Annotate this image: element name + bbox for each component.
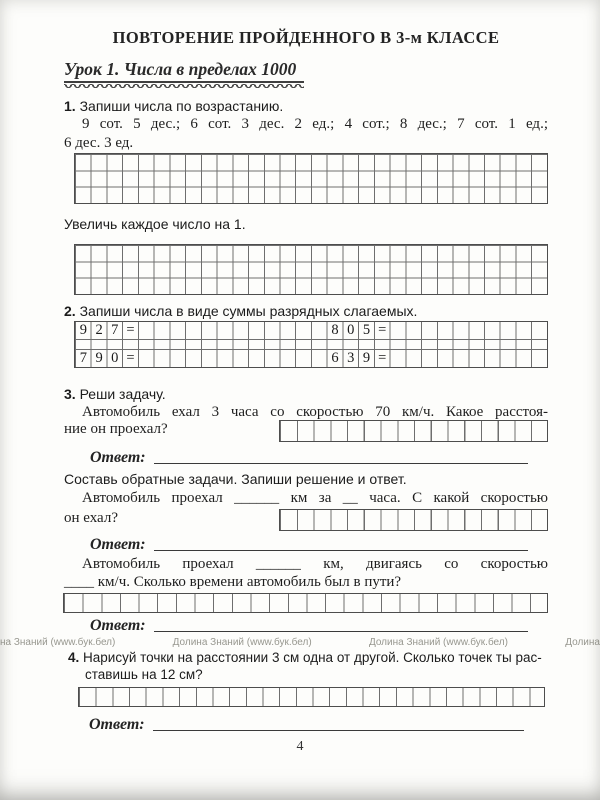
task-3-problem-line2: ние он проехал? [64, 421, 168, 437]
inverse-1-answer-row [64, 533, 548, 555]
writing-grid-followup [74, 244, 548, 295]
inverse-1-row2 [64, 509, 548, 531]
inverse-2-line2: ____ км/ч. Сколько времени автомобиль был в пути? [64, 574, 402, 590]
lesson-heading-wrap [64, 48, 548, 89]
task-2-header [64, 303, 548, 320]
inverse-instruction: Составь обратные задачи. Запиши решение и ответ. [64, 471, 407, 487]
task-1-followup: Увеличь каждое число на 1. [64, 216, 246, 232]
task-3-problem-row2 [64, 420, 548, 442]
task-3-answer-blank [154, 449, 528, 464]
inverse-2-answer-label: Ответ: [90, 617, 146, 634]
task-1-number: 1. [64, 98, 76, 114]
inverse-1-line2: он ехал? [64, 510, 118, 526]
task-2-value-805: 8 0 5 = [331, 322, 387, 338]
task-4-line2: ставишь на 12 см? [85, 667, 203, 682]
watermark-text: Долина Знаний (www.бук.бел) [172, 637, 312, 648]
task-2-number: 2. [64, 303, 76, 319]
task-4-number: 4. [68, 650, 80, 665]
writing-grid-task1 [74, 153, 548, 204]
watermark-text: на Знаний (www.бук.бел) [0, 637, 116, 648]
task-4-block [68, 649, 548, 735]
solution-grid-task4 [78, 687, 545, 707]
inverse-1-line1: Автомобиль проехал ______ км за __ часа. С какой скоростью [82, 490, 548, 506]
task-3-number: 3. [64, 386, 76, 402]
solution-grid-inverse2 [63, 593, 548, 613]
task-3-answer-row [64, 446, 548, 468]
inverse-2-answer-blank [154, 617, 528, 632]
page-title: ПОВТОРЕНИЕ ПРОЙДЕННОГО В 3-м КЛАССЕ [112, 28, 500, 47]
solution-grid-task3 [279, 420, 548, 442]
task-4-line1: Нарисуй точки на расстоянии 3 см одна от другой. Сколько точек ты рас- [83, 650, 542, 665]
lesson-heading: Урок 1. Числа в пределах 1000 [64, 58, 304, 89]
task-4-answer-label: Ответ: [89, 716, 145, 733]
task-2-grid-row1 [75, 322, 547, 339]
watermark-text: Долина [565, 637, 600, 648]
task-2-grid-row2 [75, 350, 547, 367]
watermark-row [0, 636, 600, 649]
task-4-answer-row [68, 713, 548, 735]
task-2-grid [74, 321, 548, 368]
task-3-problem-line1: Автомобиль ехал 3 часа со скоростью 70 км/ч. Какое расстоя- [82, 404, 548, 420]
task-3-answer-label: Ответ: [90, 449, 146, 466]
task-2-grid-spacer [75, 339, 547, 350]
inverse-1-answer-blank [154, 536, 528, 551]
task-2-instruction: Запиши числа в виде суммы разрядных слагаемых. [79, 303, 418, 319]
task-3-instruction: Реши задачу. [79, 386, 166, 402]
task-2-value-639: 6 3 9 = [331, 350, 387, 366]
task-1-instruction: Запиши числа по возрастанию. [79, 98, 284, 114]
task-4-line1-wrap [68, 649, 548, 666]
watermark-text: Долина Знаний (www.бук.бел) [368, 637, 508, 648]
task-1-problem-line1: 9 сот. 5 дес.; 6 сот. 3 дес. 2 ед.; 4 сот.; 8 дес.; 7 сот. 1 ед.; [82, 116, 548, 132]
page-number: 4 [296, 739, 304, 754]
task-3-header [64, 386, 548, 403]
task-2-value-927: 9 2 7 = [79, 322, 135, 338]
task-1-header [64, 98, 548, 115]
task-4-answer-blank [153, 716, 524, 731]
inverse-2-answer-row [64, 615, 548, 636]
inverse-2-line1: Автомобиль проехал ______ км, двигаясь со скоростью [82, 556, 548, 572]
wavy-underline [64, 84, 304, 89]
solution-grid-inverse1 [279, 509, 548, 531]
task-2-value-790: 7 9 0 = [79, 350, 135, 366]
inverse-1-answer-label: Ответ: [90, 536, 146, 553]
task-1-problem-line2: 6 дес. 3 ед. [64, 135, 134, 151]
